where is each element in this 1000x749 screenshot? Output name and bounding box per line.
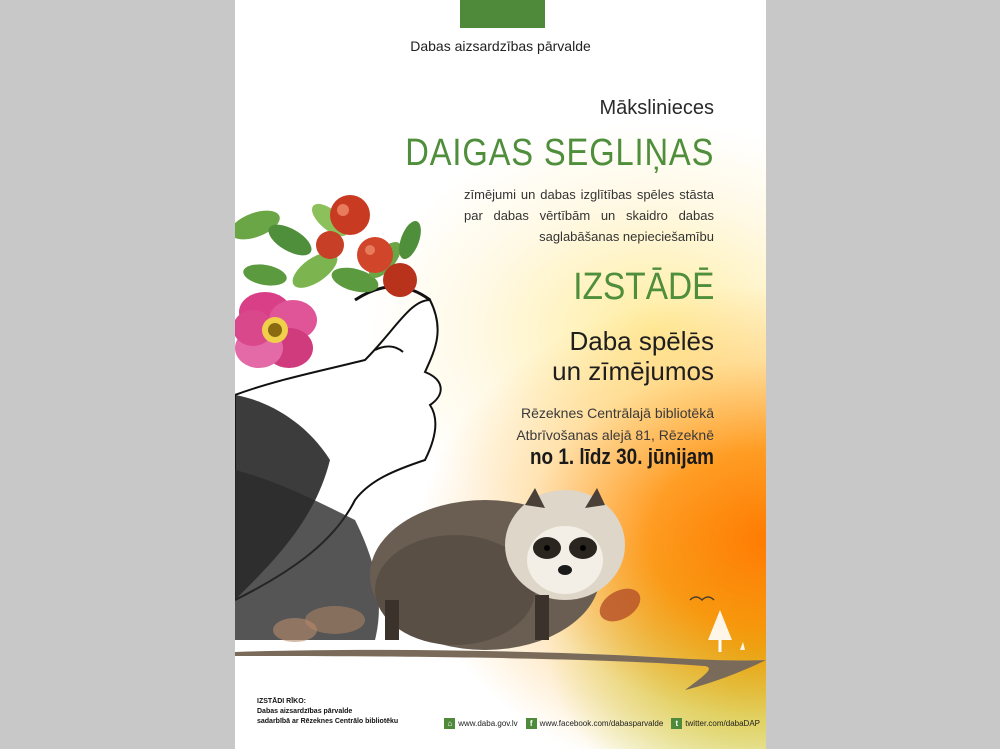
venue-line-1: Rēzeknes Centrālajā bibliotēkā (521, 405, 714, 421)
artist-label: Mākslinieces (599, 97, 714, 119)
twitter-link[interactable] (671, 718, 760, 729)
organizers-label: IZSTĀDI RĪKO: (257, 698, 306, 705)
bird-icon (690, 597, 714, 600)
facebook-icon: f (526, 718, 537, 729)
exhibition-heading: IZSTĀDĒ (572, 266, 714, 308)
artist-name: DAIGAS SEGLIŅAS (405, 132, 714, 174)
website-link-text: www.daba.gov.lv (458, 719, 518, 728)
exhibition-description: zīmējumi un dabas izglītības spēles stāsta par dabas vērtībām un skaidro dabas saglabāšanas nepieciešamību (464, 187, 714, 244)
organizers-block (257, 697, 398, 727)
organization-name: Dabas aizsardzības pārvalde (410, 38, 591, 54)
facebook-link-text: www.facebook.com/dabasparvalde (539, 719, 664, 728)
website-link[interactable] (444, 718, 517, 729)
rose-hip (330, 195, 370, 235)
home-icon: ⌂ (444, 718, 455, 729)
twitter-icon: t (671, 718, 682, 729)
tree-icon (708, 610, 732, 652)
social-links (444, 718, 760, 729)
exhibition-title-line-1: Daba spēlēs (569, 326, 714, 356)
pink-rose (235, 292, 317, 368)
venue-line-2: Atbrīvošanas alejā 81, Rēzeknē (516, 427, 714, 443)
organizers-line-2: sadarbībā ar Rēzeknes Centrālo bibliotēku (257, 718, 399, 725)
exhibition-title-line-2: un zīmējumos (552, 356, 714, 386)
facebook-link[interactable] (526, 718, 664, 729)
twitter-link-text: twitter.com/dabaDAP (685, 719, 760, 728)
organizers-line-1: Dabas aizsardzības pārvalde (257, 708, 353, 715)
raccoon-dog-illustration (370, 488, 625, 650)
exhibition-dates: no 1. līdz 30. jūnijam (530, 444, 714, 469)
venue-address (516, 402, 714, 446)
exhibition-title (552, 326, 714, 386)
ground-swoosh (235, 650, 766, 690)
exhibition-poster (235, 0, 766, 749)
